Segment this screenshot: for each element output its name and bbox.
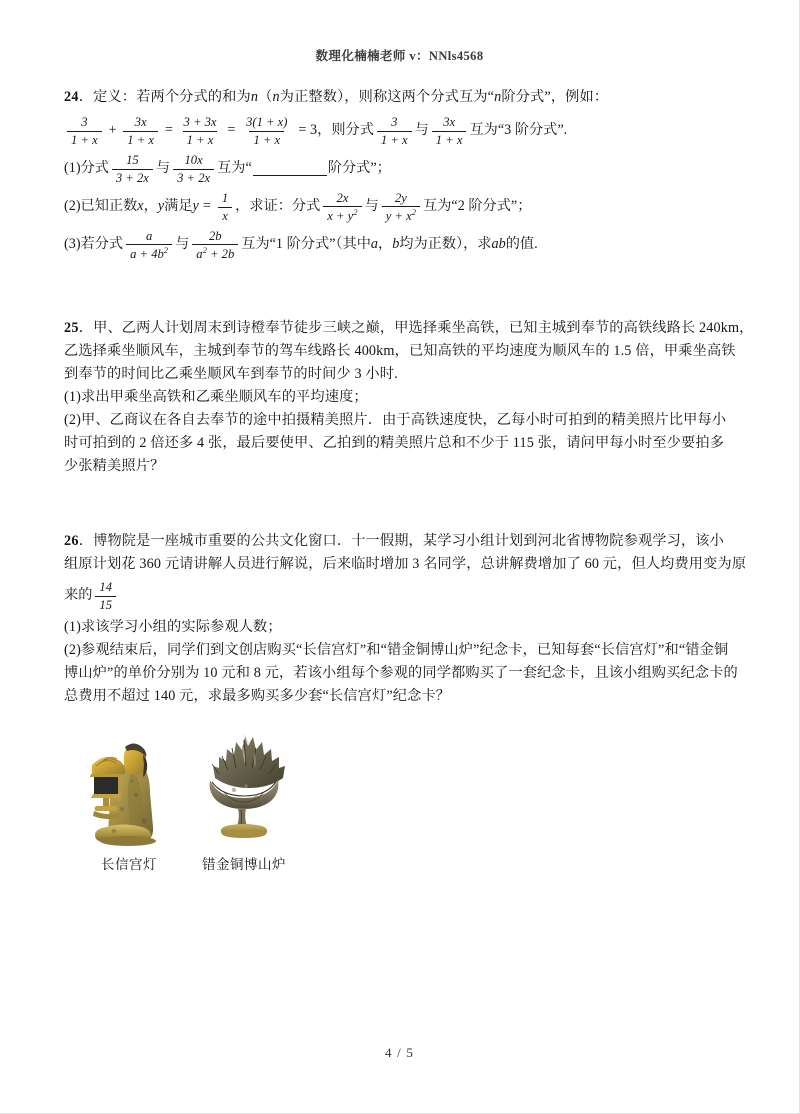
fraction-numerator: 14 [99,580,112,595]
fraction-denominator: 1 + x [432,131,467,147]
fraction-numerator: 3 [391,115,398,130]
part-2-mid-a: 满足 [164,198,193,215]
fraction-3x-over-1plusx-2 [432,115,467,146]
question-26-number: 26 [64,533,79,549]
fraction-denominator: 1 + x [377,131,412,147]
fraction-denominator: 1 + x [249,131,284,147]
denominator-base: a [196,247,203,262]
fraction-3x-over-1plusx [123,115,158,146]
fraction-3times1plusx-over-1plusx [242,115,291,146]
variable-b: b [392,236,400,253]
part-3-label: (3)若分式 [64,236,124,253]
equals-operator-3: = [297,122,308,139]
fraction-10x-over-3plus2x [173,153,214,184]
question-26-stem-line-3 [64,578,736,614]
fraction-numerator: 2b [208,228,222,243]
fraction-2y-over-yplusxsq [382,191,420,223]
question-24-example [64,113,736,149]
part-3-comma: ， [377,236,393,253]
part-2-comma: ， [143,198,158,215]
question-24-stem-d: 阶分式”，例如： [501,89,609,105]
fraction-numerator: 3x [134,115,147,130]
question-24-part-1 [64,151,736,187]
fraction-denominator [382,206,420,223]
page-header-watermark: 数理化楠楠老师 v：NNls4568 [315,49,484,63]
fraction-3-over-1plusx [67,115,102,146]
figure-caption: 错金铜博山炉 [202,857,286,872]
fraction-denominator: 1 + x [123,131,158,147]
fraction-denominator [126,244,172,261]
question-24-part-3 [64,227,736,263]
variable-a: a [370,236,378,253]
question-24-number: 24 [64,89,79,105]
example-tail-b: 与 [414,122,429,139]
question-25-stem-line-3: 到奉节的时间比乙乘坐顺风车到奉节的时间少 3 小时. [64,366,398,382]
question-25-part-2-line-3: 少张精美照片？ [64,458,165,474]
question-26-stem-text-1: ．博物院是一座城市重要的公共文化窗口．十一假期，某学习小组计划到河北省博物院参观学习，该小 [78,533,724,549]
part-1-label: (1)分式 [64,160,109,177]
equals-operator-2: = [226,122,237,139]
question-26-part-1: (1)求该学习小组的实际参观人数； [64,619,282,635]
part-1-mid: 与 [155,160,171,177]
question-24 [64,86,736,263]
question-26-part-2-line-3: 总费用不超过 140 元，求最多购买多少套“长信宫灯”纪念卡？ [64,688,451,704]
denominator-base: a + 4b [130,247,164,262]
fraction-numerator: 3 [81,115,88,130]
fraction-numerator: a [145,228,153,243]
figure-caption: 长信宫灯 [101,857,157,872]
boshan-censer-image [198,730,290,842]
spacer-after-q24 [64,265,736,317]
fraction-numerator: 3(1 + x) [246,115,288,130]
part-2-tail: 互为“2 阶分式”； [423,198,532,215]
question-26-part-2-line-2: 博山炉”的单价分别为 10 元和 8 元，若该小组每个参观的同学都购买了一套纪念卡，且该小组购买纪念卡的 [64,665,738,681]
fraction-denominator: 15 [95,596,116,612]
question-25-number: 25 [64,320,79,336]
question-24-stem-n3: n [494,89,502,105]
figure-gold-inlaid-boshan-censer [198,730,290,873]
equals-operator: = [202,198,211,215]
example-result: 3 [310,122,318,139]
fraction-denominator: 1 + x [183,131,218,147]
fraction-numerator: 1 [221,191,229,206]
stem-line-3-prefix: 来的 [64,587,93,604]
question-24-stem-a: ．定义：若两个分式的和为 [78,89,251,105]
page-number-footer: 4 / 5 [384,1045,415,1060]
fraction-a-over-aplus4bsq [126,229,172,261]
question-25 [64,317,754,478]
part-1-tail-b: 阶分式”； [327,160,391,177]
question-25-part-2-line-2: 时可拍到的 2 倍还多 4 张，最后要使甲、乙拍到的精美照片总和不少于 115 张，请问甲每小时至少要拍多 [64,435,725,451]
fraction-numerator: 10x [184,153,203,168]
fraction-denominator: 3 + 2x [112,169,153,185]
question-25-stem-line-2: 乙选择乘坐顺风车，主城到奉节的驾车线路长 400km，已知高铁的平均速度为顺风车的 1.5 倍，甲乘坐高铁 [64,343,736,359]
question-24-stem-n2: n [272,89,280,105]
fraction-2x-over-xplusysq [323,191,361,223]
plus-operator: + [107,122,118,139]
denominator-exponent: 2 [411,206,417,217]
question-24-stem-b: （ [258,89,273,105]
answer-blank[interactable] [253,162,327,176]
part-3-tail-c: 的值. [505,236,538,253]
figure-changxin-palace-lamp [86,735,172,873]
fraction-3-over-1plusx-2 [377,115,412,146]
fraction-numerator: 3 + 3x [183,115,217,130]
part-2-label: (2)已知正数 [64,198,138,215]
part-1-tail-a: 互为“ [217,160,252,177]
question-24-stem-c: 为正整数），则称这两个分式互为“ [279,89,495,105]
fraction-denominator: 3 + 2x [173,169,214,185]
question-26 [64,530,747,873]
artifact-figures [86,730,736,873]
question-26-stem-line-2: 组原计划花 360 元请讲解人员进行解说，后来临时增加 3 名同学，总讲解费增加了 60 元，但人均费用变为原 [64,556,747,572]
question-26-part-2-line-1: (2)参观结束后，同学们到文创店购买“长信宫灯”和“错金铜博山炉”纪念卡，已知每套“长信宫灯”和“错金铜 [64,642,729,658]
part-3-tail-a: 互为“1 阶分式”（其中 [241,236,371,253]
equals-operator-1: = [163,122,174,139]
fraction-denominator [323,206,361,223]
changxin-palace-lamp-image [86,735,172,847]
fraction-denominator: x [218,207,232,223]
denominator-base: y + x [385,209,412,224]
fraction-denominator: 1 + x [67,131,102,147]
part-2-mid-b: ，求证：分式 [235,198,321,215]
denominator-exponent: 2 [202,244,207,255]
fraction-15-over-3plus2x [112,153,153,184]
question-25-stem-text-1: ．甲、乙两人计划周末到诗橙奉节徒步三峡之巅，甲选择乘坐高铁，已知主城到奉节的高铁线路长 240km， [78,320,754,336]
question-26-stem-line-1 [64,530,736,553]
fraction-2b-over-asqplus2b [192,229,238,261]
variable-x: x [137,198,144,215]
fraction-1-over-x [218,191,232,222]
equation-y: y [192,198,199,215]
fraction-numerator: 15 [126,153,139,168]
denominator-exponent: 2 [163,244,169,255]
question-25-stem-line-1 [64,317,754,340]
denominator-rest: + 2b [206,247,235,262]
question-25-part-2-line-1: (2)甲、乙商议在各自去奉节的途中拍摄精美照片．由于高铁速度快，乙每小时可拍到的精美照片比甲每小 [64,412,727,428]
example-tail-c: 互为“3 阶分式”. [469,122,568,139]
part-3-mid: 与 [175,236,190,253]
question-24-part-2 [64,189,736,225]
denominator-exponent: 2 [353,206,358,217]
question-24-stem-n1: n [250,89,259,105]
fraction-numerator: 3x [443,115,456,130]
part-2-mid-c: 与 [364,198,379,215]
denominator-base: x + y [327,209,354,224]
variable-ab: ab [491,236,506,253]
variable-y: y [157,198,165,215]
page-content [64,86,754,873]
example-tail-a: ，则分式 [317,122,374,139]
spacer-after-q25 [64,478,736,530]
question-25-part-1: (1)求出甲乘坐高铁和乙乘坐顺风车的平均速度； [64,389,368,405]
fraction-denominator [192,244,238,261]
part-3-tail-b: 均为正数），求 [399,236,492,253]
question-24-stem [64,86,736,109]
fraction-numerator: 2x [336,190,349,205]
fraction-14-over-15 [95,580,116,611]
fraction-numerator: 2y [394,190,407,205]
fraction-3plus3x-over-1plusx [180,115,221,146]
